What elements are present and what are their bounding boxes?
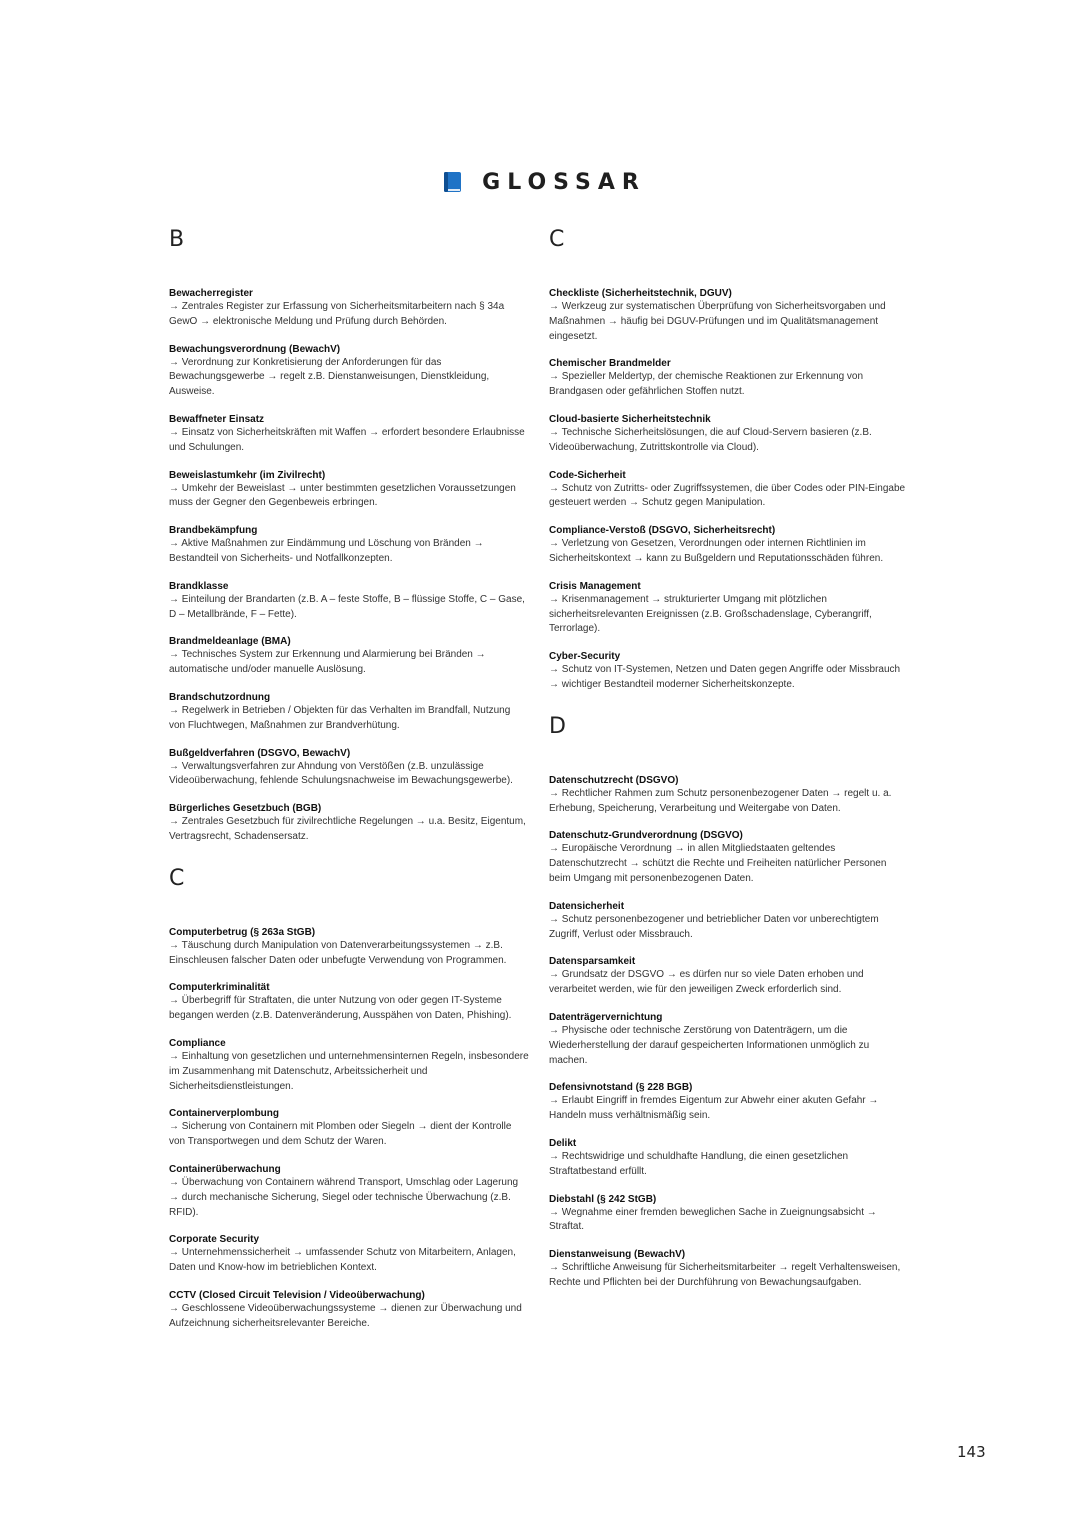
entry-definition: → Physische oder technische Zerstörung von Datenträgern, um die Wiederherstellung der darauf gespeicherten Informationen unmöglich zu machen. <box>549 1024 870 1066</box>
entry-definition: → Regelwerk in Betrieben / Objekten für das Verhalten im Brandfall, Nutzung von Fluchtwegen, Maßnahmen zur Brandverhütung. <box>169 704 511 731</box>
entry-term: Datenträgervernichtung <box>549 1011 663 1023</box>
glossary-column-right <box>549 226 909 1304</box>
glossary-entry <box>549 524 909 567</box>
entry-definition: → Verordnung zur Konkretisierung der Anforderungen für das Bewachungsgewerbe → regelt z.B. Dienstanweisungen, Dienstkleidung, Ausweise. <box>169 356 490 398</box>
glossary-entry <box>549 1011 909 1068</box>
glossary-entry <box>549 650 909 693</box>
glossary-entry <box>169 413 529 456</box>
entry-definition: → Wegnahme einer fremden beweglichen Sache in Zueignungsabsicht → Straftat. <box>549 1206 877 1233</box>
entry-definition: → Spezieller Meldertyp, der chemische Reaktionen zur Erkennung von Brandgasen oder gefährlichen Stoffen nutzt. <box>549 371 864 398</box>
entry-term: Defensivnotstand (§ 228 BGB) <box>549 1082 693 1094</box>
entry-term: Containerverplombung <box>169 1108 280 1120</box>
entry-definition: → Verwaltungsverfahren zur Ahndung von Verstößen (z.B. unzulässige Videoüberwachung, fehlende Schulungsnachweise im Bewachungsgewerbe). <box>169 760 513 787</box>
section-letter: D <box>549 713 566 739</box>
entry-term: Corporate Security <box>169 1234 260 1246</box>
glossary-entry <box>549 900 909 943</box>
section-letter: B <box>169 227 185 252</box>
entry-term: Datenschutz-Grundverordnung (DSGVO) <box>549 830 743 842</box>
entry-definition: → Sicherung von Containern mit Plomben oder Siegeln → dient der Kontrolle von Transportwegen und dem Schutz der Waren. <box>169 1121 512 1148</box>
glossary-entry <box>169 1107 529 1150</box>
entry-term: Bewachungsverordnung (BewachV) <box>169 343 341 355</box>
glossary-entry <box>169 981 529 1024</box>
glossary-entry <box>169 469 529 512</box>
entry-definition: → Aktive Maßnahmen zur Eindämmung und Löschung von Bränden → Bestandteil von Sicherheits- und Notfallkonzepten. <box>169 538 484 564</box>
glossary-entry <box>549 413 909 456</box>
entry-definition: → Überwachung von Containern während Transport, Umschlag oder Lagerung → durch mechanische Sicherung, Siegel oder technische Überwachung (z.B. RFID). <box>169 1176 519 1218</box>
entry-term: Bewacherregister <box>169 288 253 299</box>
entry-definition: → Rechtlicher Rahmen zum Schutz personenbezogener Daten → regelt u. a. Erhebung, Speicherung, Verarbeitung und Weitergabe von Daten. <box>549 787 892 814</box>
entry-definition: → Einsatz von Sicherheitskräften mit Waffen → erfordert besondere Erlaubnisse und Schulungen. <box>169 426 525 453</box>
entry-definition: → Einhaltung von gesetzlichen und unternehmensinternen Regeln, insbesondere im Zusammenhang mit Datenschutz, Arbeitssicherheit und Sicherheitsdienstleistungen. <box>169 1050 529 1092</box>
entry-term: CCTV (Closed Circuit Television / Videoüberwachung) <box>169 1289 425 1301</box>
entry-term: Code-Sicherheit <box>549 469 626 481</box>
entry-definition: → Zentrales Register zur Erfassung von Sicherheitsmitarbeitern nach § 34a GewO → elektronische Meldung und Prüfung durch Behörden. <box>169 301 505 327</box>
entry-term: Brandschutzordnung <box>169 691 271 703</box>
entry-definition: → Zentrales Gesetzbuch für zivilrechtliche Regelungen → u.a. Besitz, Eigentum, Vertragsrecht, Schadensersatz. <box>169 816 526 842</box>
entry-term: Cyber-Security <box>549 651 621 663</box>
entry-definition: → Schriftliche Anweisung für Sicherheitsmitarbeiter → regelt Verhaltensweisen, Rechte und Pflichten bei der Durchführung von Bewachungsaufgaben. <box>549 1262 901 1288</box>
glossary-entry <box>169 691 529 734</box>
glossary-title: GLOSSAR <box>482 170 646 195</box>
entry-definition: → Krisenmanagement → strukturierter Umgang mit plötzlichen sicherheitsrelevanten Ereignissen (z.B. Großschadenslage, Cyberangriff, Terrorlage). <box>549 593 872 635</box>
glossary-entry <box>549 1137 909 1180</box>
glossary-entry <box>169 1233 529 1276</box>
glossary-entry <box>169 343 529 400</box>
entry-term: Beweislastumkehr (im Zivilrecht) <box>169 469 326 481</box>
entry-definition: → Werkzeug zur systematischen Überprüfung von Sicherheitsvorgaben und Maßnahmen → häufig bei DGUV-Prüfungen und im Qualitätsmanagement eingesetzt. <box>549 301 886 342</box>
glossary-entry <box>169 524 529 567</box>
entry-term: Compliance <box>169 1037 226 1049</box>
entry-definition: → Erlaubt Eingriff in fremdes Eigentum zur Abwehr einer akuten Gefahr → Handeln muss verhältnismäßig sein. <box>549 1095 879 1122</box>
glossary-entry <box>549 774 909 817</box>
entry-definition: → Einteilung der Brandarten (z.B. A – feste Stoffe, B – flüssige Stoffe, C – Gase, D – Metallbrände, F – Fette). <box>169 593 525 620</box>
entry-term: Computerkriminalität <box>169 982 270 994</box>
entry-definition: → Technische Sicherheitslösungen, die auf Cloud-Servern basieren (z.B. Videoüberwachung, Zutrittskontrolle via Cloud). <box>549 426 872 453</box>
glossary-entry <box>169 1163 529 1220</box>
entry-definition: → Technisches System zur Erkennung und Alarmierung bei Bränden → automatische und/oder manuelle Auslösung. <box>169 649 486 676</box>
glossary-entry <box>549 1081 909 1124</box>
entry-term: Compliance-Verstoß (DSGVO, Sicherheitsrecht) <box>549 525 776 537</box>
entry-definition: → Täuschung durch Manipulation von Datenverarbeitungssystemen → z.B. Einschleusen falscher Daten oder unbefugte Verwendung von Programmen. <box>169 939 507 966</box>
entry-term: Delikt <box>549 1137 577 1149</box>
glossary-entry <box>549 357 909 400</box>
entry-term: Brandbekämpfung <box>169 525 258 537</box>
glossary-entry <box>169 287 529 330</box>
entry-definition: → Überbegriff für Straftaten, die unter Nutzung von oder gegen IT-Systeme begangen werden (z.B. Datenveränderung, Ausspähen von Daten, Phishing). <box>169 995 512 1022</box>
entry-definition: → Umkehr der Beweislast → unter bestimmten gesetzlichen Voraussetzungen muss der Gegner den Gegenbeweis erbringen. <box>169 482 516 509</box>
entry-definition: → Grundsatz der DSGVO → es dürfen nur so viele Daten erhoben und verarbeitet werden, wie für den jeweiligen Zweck erforderlich sind. <box>549 969 864 996</box>
entry-term: Datensicherheit <box>549 900 625 912</box>
glossary-entry <box>169 580 529 623</box>
entry-definition: → Verletzung von Gesetzen, Verordnungen oder internen Richtlinien im Sicherheitskontext → kann zu Bußgeldern und Reputationsschäden führen. <box>549 538 884 564</box>
glossary-entry <box>169 1289 529 1332</box>
glossary-column-left <box>169 226 529 1344</box>
entry-term: Checkliste (Sicherheitstechnik, DGUV) <box>549 288 732 299</box>
entry-definition: → Schutz von IT-Systemen, Netzen und Daten gegen Angriffe oder Missbrauch → wichtiger Bestandteil moderner Sicherheitskonzepte. <box>549 664 901 690</box>
glossary-entry <box>169 926 529 969</box>
entry-definition: → Geschlossene Videoüberwachungssysteme → dienen zur Überwachung und Aufzeichnung sicherheitsrelevanter Bereiche. <box>169 1302 522 1329</box>
entry-definition: → Rechtswidrige und schuldhafte Handlung, die einen gesetzlichen Straftatbestand erfüllt. <box>549 1150 849 1177</box>
glossary-entry <box>549 287 909 344</box>
entry-term: Cloud-basierte Sicherheitstechnik <box>549 413 711 425</box>
page-number: 143 <box>957 1443 986 1461</box>
entry-term: Brandklasse <box>169 580 229 592</box>
glossary-entry <box>549 1193 909 1236</box>
glossary-entry <box>169 747 529 790</box>
entry-term: Diebstahl (§ 242 StGB) <box>549 1193 657 1205</box>
glossary-entry <box>549 580 909 637</box>
entry-term: Computerbetrug (§ 263a StGB) <box>169 926 316 938</box>
entry-definition: → Schutz von Zutritts- oder Zugriffssystemen, die über Codes oder PIN-Eingabe gesteuert werden → Schutz gegen Manipulation. <box>549 482 906 509</box>
glossary-entry <box>549 469 909 512</box>
entry-definition: → Europäische Verordnung → in allen Mitgliedstaaten geltendes Datenschutzrecht → schützt die Rechte und Freiheiten natürlicher Personen beim Umgang mit personenbezogenen Daten. <box>549 843 887 884</box>
entry-term: Dienstanweisung (BewachV) <box>549 1249 686 1261</box>
entry-term: Crisis Management <box>549 580 641 592</box>
entry-term: Bürgerliches Gesetzbuch (BGB) <box>169 803 322 815</box>
section-letter: C <box>549 227 565 252</box>
entry-term: Chemischer Brandmelder <box>549 358 671 370</box>
entry-term: Datenschutzrecht (DSGVO) <box>549 774 679 786</box>
glossary-entry <box>169 802 529 845</box>
entry-definition: → Unternehmenssicherheit → umfassender Schutz von Mitarbeitern, Anlagen, Daten und Know-how im betrieblichen Kontext. <box>169 1247 516 1274</box>
entry-term: Bußgeldverfahren (DSGVO, BewachV) <box>169 747 351 759</box>
entry-term: Brandmeldeanlage (BMA) <box>169 636 291 648</box>
glossary-entry <box>549 829 909 886</box>
glossary-entry <box>549 1248 909 1291</box>
section-letter: C <box>169 865 185 891</box>
glossary-entry <box>169 1037 529 1094</box>
entry-term: Bewaffneter Einsatz <box>169 413 265 425</box>
entry-term: Datensparsamkeit <box>549 956 636 968</box>
book-icon <box>443 171 462 193</box>
entry-term: Containerüberwachung <box>169 1163 281 1175</box>
glossary-entry <box>169 635 529 678</box>
glossary-title-row <box>0 170 1089 195</box>
entry-definition: → Schutz personenbezogener und betrieblicher Daten vor unberechtigtem Zugriff, Verlust oder Missbrauch. <box>549 913 879 940</box>
glossary-entry <box>549 955 909 998</box>
